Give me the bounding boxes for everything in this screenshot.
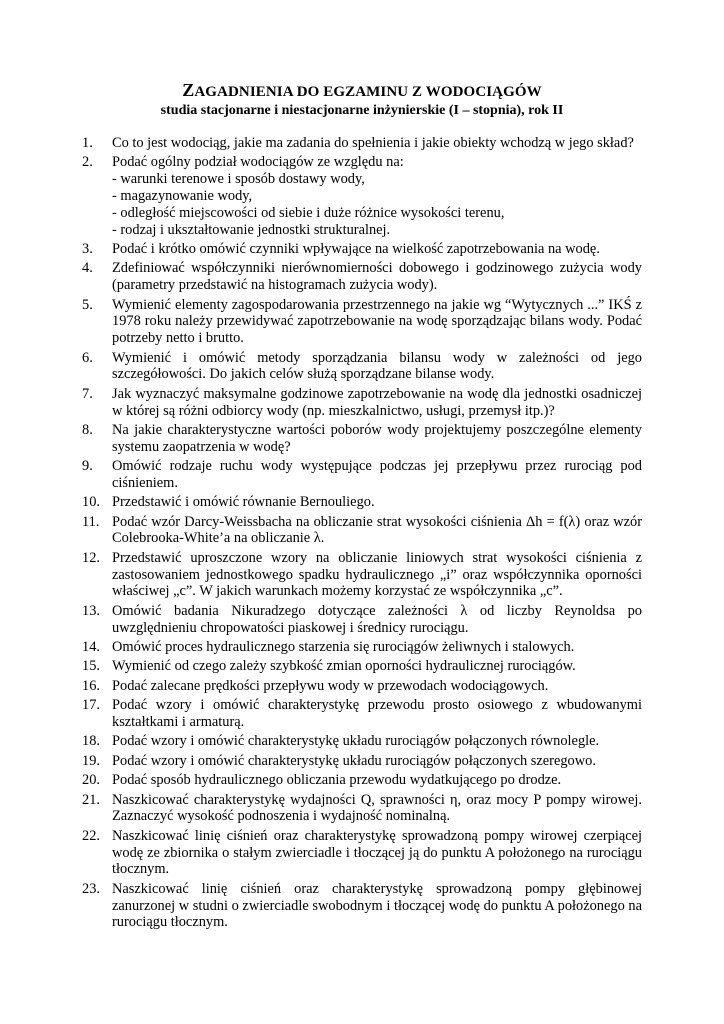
- question-number: 15.: [82, 658, 100, 675]
- question-item: [82, 260, 642, 294]
- question-item: [82, 697, 642, 731]
- question-number: 21.: [82, 791, 100, 808]
- question-number: 19.: [82, 752, 100, 769]
- question-text: Podać wzór Darcy-Weissbacha na obliczanie strat wysokości ciśnienia Δh = f(λ) oraz wzór Colebrooka-White’a na obliczanie λ.: [112, 513, 642, 547]
- question-number: 23.: [82, 880, 100, 897]
- question-number: 6.: [82, 349, 93, 366]
- question-text: Omówić badania Nikuradzego dotyczące zależności λ od liczby Reynoldsa po uwzględnieniu chropowatości piaskowej i średnicy rurociągu.: [112, 602, 642, 636]
- question-number: 12.: [82, 549, 100, 566]
- question-text: Omówić proces hydraulicznego starzenia się rurociągów żeliwnych i stalowych.: [112, 639, 575, 656]
- question-item: [82, 792, 642, 826]
- question-number: 7.: [82, 385, 93, 402]
- question-text: Podać i krótko omówić czynniki wpływające na wielkość zapotrzebowania na wodę.: [112, 240, 600, 257]
- question-text: Podać wzory i omówić charakterystykę układu rurociągów połączonych szeregowo.: [112, 752, 596, 769]
- question-number: 18.: [82, 733, 100, 750]
- question-number: 3.: [82, 240, 93, 257]
- question-number: 5.: [82, 296, 93, 313]
- question-list: [82, 135, 642, 931]
- question-text: Co to jest wodociąg, jakie ma zadania do spełnienia i jakie obiekty wchodzą w jego skład?: [112, 135, 634, 151]
- question-item: [82, 753, 642, 770]
- question-item: [82, 422, 642, 456]
- question-text: Naszkicować charakterystykę wydajności Q, sprawności η, oraz mocy P pompy wirowej. Zaznaczyć wysokość podnoszenia i wydajność nominalną.: [112, 791, 642, 825]
- question-subitem: - magazynowanie wody,: [112, 187, 253, 204]
- question-subitem: - odległość miejscowości od siebie i duże różnice wysokości terenu,: [112, 204, 505, 221]
- question-item: [82, 678, 642, 695]
- question-subitem: - warunki terenowe i sposób dostawy wody,: [112, 171, 365, 188]
- question-item: [82, 639, 642, 656]
- question-item: [82, 297, 642, 347]
- question-text: Zdefiniować współczynniki nierównomierności dobowego i godzinowego zużycia wody (parametry przedstawić na histogramach zużycia wody).: [112, 260, 642, 294]
- question-number: 1.: [82, 135, 93, 151]
- page-title: [82, 80, 642, 101]
- page-subtitle: studia stacjonarne i niestacjonarne inżynierskie (I – stopnia), rok II: [160, 103, 564, 118]
- question-item: [82, 658, 642, 675]
- question-text: Podać ogólny podział wodociągów ze względu na:: [112, 154, 404, 171]
- question-item: [82, 458, 642, 492]
- question-text: Podać wzory i omówić charakterystykę układu rurociągów połączonych równolegle.: [112, 733, 600, 750]
- question-item: [82, 386, 642, 420]
- question-text: Wymienić od czego zależy szybkość zmian oporności hydraulicznej rurociągów.: [112, 658, 576, 675]
- question-number: 2.: [82, 154, 93, 171]
- title-rest: AGADNIENIA DO EGZAMINU Z WODOCIĄGÓW: [194, 84, 542, 100]
- question-number: 10.: [82, 494, 100, 511]
- question-text: Wymienić i omówić metody sporządzania bilansu wody w zależności od jego szczegółowości. Do jakich celów służą sporządzane bilanse wody.: [112, 349, 642, 383]
- question-number: 9.: [82, 458, 93, 475]
- question-text: Podać wzory i omówić charakterystykę przewodu prosto osiowego z wbudowanymi kształtkami i armaturą.: [112, 697, 642, 730]
- question-text: Podać sposób hydraulicznego obliczania przewodu wydatkującego po drodze.: [112, 772, 562, 789]
- question-number: 22.: [82, 827, 100, 844]
- question-number: 4.: [82, 260, 93, 277]
- question-item: [82, 733, 642, 750]
- question-text: Omówić rodzaje ruchu wody występujące podczas jej przepływu przez rurociąg pod ciśnieniem.: [112, 458, 642, 491]
- question-text: Naszkicować linię ciśnień oraz charakterystykę sprowadzoną pompy wirowej czerpiącej wodę ze zbiornika o stałym zwierciadle i tłoczącej ją do punktu A położonego na rurociągu tłocznym.: [112, 827, 642, 878]
- question-number: 20.: [82, 772, 100, 789]
- question-item: [82, 135, 642, 152]
- question-item: [82, 772, 642, 789]
- title-initial: Z: [182, 80, 195, 100]
- question-item: [82, 550, 642, 600]
- question-number: 14.: [82, 639, 100, 656]
- question-item: [82, 154, 642, 238]
- question-text: Naszkicować linię ciśnień oraz charakterystykę sprowadzoną pompy głębinowej zanurzonej w studni o zwierciadle swobodnym i tłoczącej wodę do punktu A położonego na rurociągu tłocznym.: [112, 880, 642, 931]
- question-number: 8.: [82, 421, 93, 438]
- question-item: [82, 881, 642, 931]
- question-number: 11.: [82, 513, 100, 530]
- question-text: Na jakie charakterystyczne wartości poborów wody projektujemy poszczególne elementy systemu zaopatrzenia w wodę?: [112, 421, 642, 455]
- question-item: [82, 241, 642, 258]
- question-text: Podać zalecane prędkości przepływu wody w przewodach wodociągowych.: [112, 677, 549, 694]
- question-item: [82, 494, 642, 511]
- question-item: [82, 828, 642, 878]
- question-subitem: - rodzaj i ukształtowanie jednostki strukturalnej.: [112, 221, 391, 238]
- question-text: Przedstawić uproszczone wzory na obliczanie liniowych strat wysokości ciśnienia z zastosowaniem jednostkowego spadku hydraulicznego „i” oraz współczynnika oporności właściwej „c”. W jakich warunkach możemy korzystać ze współczynnika „c”.: [112, 549, 642, 600]
- question-number: 13.: [82, 602, 100, 619]
- question-item: [82, 603, 642, 637]
- question-number: 17.: [82, 697, 100, 714]
- question-number: 16.: [82, 677, 100, 694]
- question-text: Jak wyznaczyć maksymalne godzinowe zapotrzebowanie na wodę dla jednostki osadniczej w której są różni odbiorcy wody (np. mieszkalnictwo, usługi, przemysł itp.)?: [112, 385, 642, 419]
- question-item: [82, 350, 642, 384]
- question-item: [82, 514, 642, 548]
- question-text: Wymienić elementy zagospodarowania przestrzennego na jakie wg “Wytycznych ...” IKŚ z 1978 roku należy przewidywać zapotrzebowanie na wodę sporządzając bilans wody. Podać potrzeby netto i brutto.: [112, 296, 642, 347]
- question-text: Przedstawić i omówić równanie Bernouliego.: [112, 494, 375, 511]
